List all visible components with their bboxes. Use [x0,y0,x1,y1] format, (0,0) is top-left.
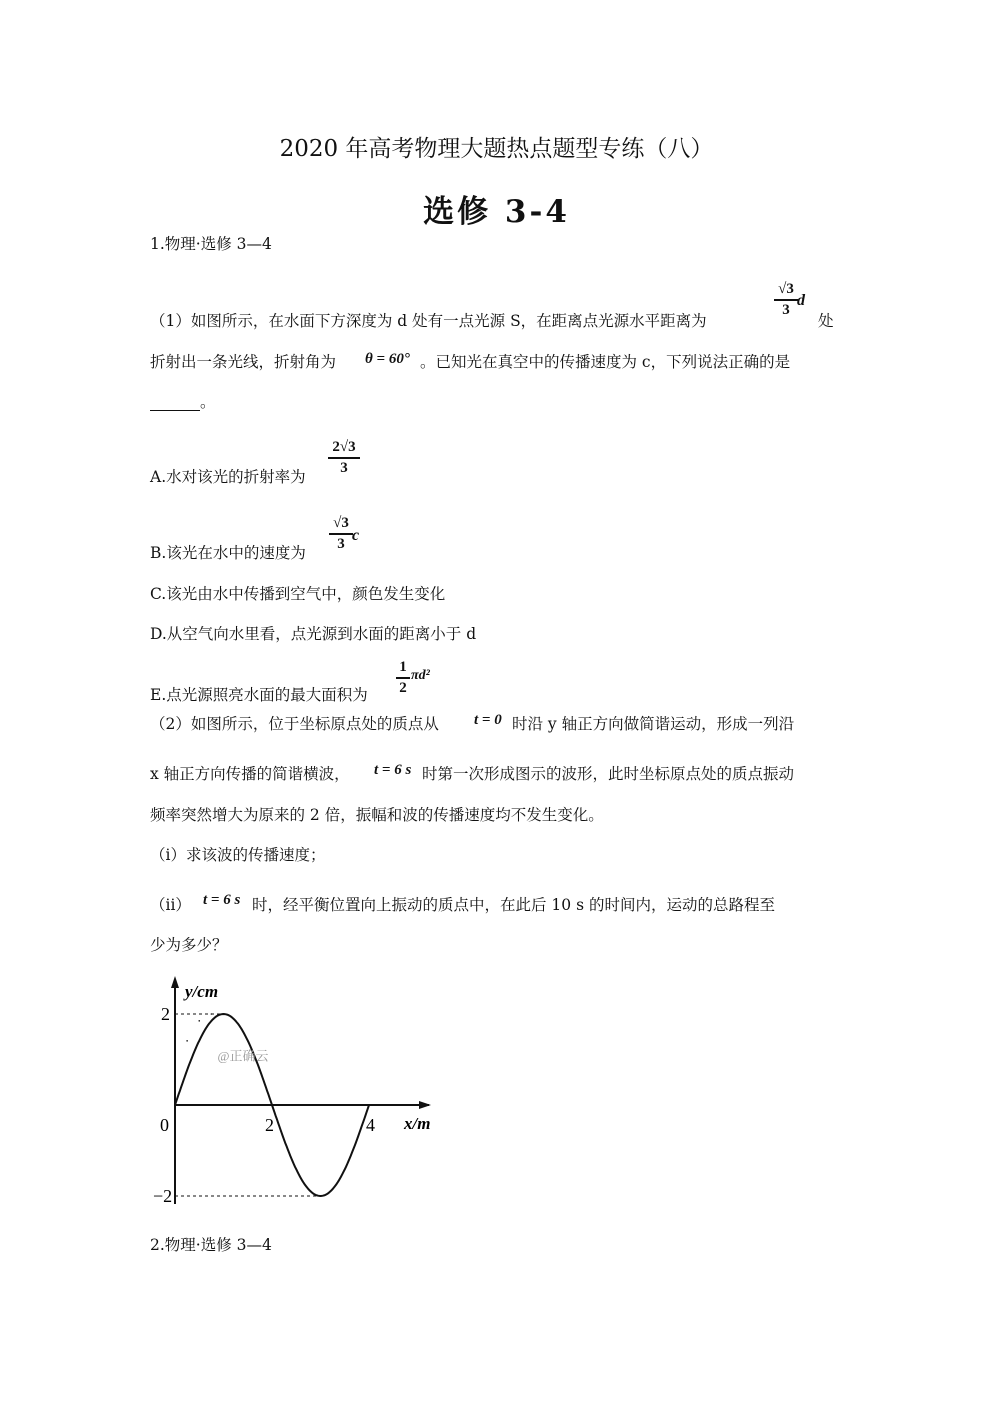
frac-numerator: √3 [778,281,794,297]
q1-part1-var-d: d [797,292,805,309]
wave-data-point [259,1069,261,1071]
frac-denominator: 3 [337,535,345,552]
x-tick-label: 0 [160,1115,169,1135]
wave-data-point [223,1013,225,1015]
frac-bar [329,533,353,535]
frac-bar [328,457,360,459]
frac-numerator: 2√3 [332,439,356,455]
wave-data-point [295,1168,297,1170]
q1-part2-sub-ii-expr: t = 6 s [203,892,241,908]
wave-data-point [344,1168,346,1170]
wave-data-point [308,1188,310,1190]
x-tick-label: 4 [366,1115,375,1135]
question-2-header: 2.物理·选修 3—4 [150,1236,272,1254]
frac-bar [396,677,410,679]
q1-part1-theta-expr: θ = 60° [365,351,410,367]
frac-denominator: 3 [782,301,790,318]
option-c-text: C.该光由水中传播到空气中，颜色发生变化 [150,585,446,603]
q1-part2-line2-end: 时第一次形成图示的波形，此时坐标原点处的质点振动 [422,765,795,783]
frac-denominator: 2 [399,679,407,696]
wave-data-point [368,1104,370,1106]
page-title: 2020 年高考物理大题热点题型专练（八） [279,136,714,162]
page-subtitle: 选修 3-4 [423,194,570,230]
wave-data-point [320,1195,322,1197]
wave-data-point [186,1040,188,1042]
wave-data-point [235,1020,237,1022]
watermark: @正确云 [217,1048,269,1064]
x-tick-label: 2 [265,1115,274,1135]
wave-data-point [271,1104,273,1106]
q1-part1-line3-end: 。 [200,393,216,411]
wave-chart [140,975,450,1205]
y-axis-label: y/cm [185,982,219,1001]
q1-part2-line3: 频率突然增大为原来的 2 倍，振幅和波的传播速度均不发生变化。 [150,806,604,824]
y-axis-arrow [171,976,179,988]
q1-part2-line1-end: 时沿 y 轴正方向做简谐运动，形成一列沿 [512,715,795,733]
wave-data-point [174,1104,176,1106]
frac-denominator: 3 [340,459,348,476]
q1-part1-line3 [150,395,216,411]
q1-part1-line2-end: 。已知光在真空中的传播速度为 c，下列说法正确的是 [420,353,791,371]
y-tick-label: 2 [161,1004,170,1024]
q1-part2-t6-expr: t = 6 s [374,762,412,778]
y-tick-label: −2 [153,1186,173,1205]
answer-blank [150,398,200,411]
option-a-text: A.水对该光的折射率为 [150,468,306,486]
wave-data-point [247,1040,249,1042]
q1-part2-t0-expr: t = 0 [474,712,502,728]
q1-part1-line1-end: 处 [818,312,834,330]
wave-data-point [356,1139,358,1141]
q1-part2-sub-i: （i）求该波的传播速度； [150,846,326,864]
q1-part1-fraction [774,282,798,318]
wave-data-point [332,1188,334,1190]
frac-numerator: √3 [333,515,349,531]
frac-numerator: 1 [399,659,407,675]
wave-data-point [198,1020,200,1022]
q1-part2-sub-ii-text: 时，经平衡位置向上振动的质点中，在此后 10 s 的时间内，运动的总路程至 [252,896,775,914]
wave-data-point [211,1013,213,1015]
option-b-text: B.该光在水中的速度为 [150,544,306,562]
option-a-fraction [328,440,360,476]
wave-data-point [283,1139,285,1141]
option-e-var: πd² [411,668,430,683]
option-e-text: E.点光源照亮水面的最大面积为 [150,686,368,704]
option-b-fraction [329,516,353,552]
q1-part2-line1: （2）如图所示，位于坐标原点处的质点从 [150,715,439,733]
q1-part2-sub-ii-label: （ii） [150,896,191,914]
q1-part2-sub-ii-text-end: 少为多少？ [150,936,228,954]
x-axis-arrow [419,1101,431,1109]
frac-bar [774,299,798,301]
option-d-text: D.从空气向水里看，点光源到水面的距离小于 d [150,625,477,643]
option-b-var-c: c [352,527,360,544]
q1-part1-line2: 折射出一条光线，折射角为 [150,353,337,371]
q1-part2-line2: x 轴正方向传播的简谐横波， [150,765,350,783]
x-axis-label: x/m [404,1114,431,1133]
q1-part1-line1: （1）如图所示，在水面下方深度为 d 处有一点光源 S，在距离点光源水平距离为 [150,312,707,330]
option-e-fraction [396,660,410,696]
question-1-header: 1.物理·选修 3—4 [150,235,272,253]
